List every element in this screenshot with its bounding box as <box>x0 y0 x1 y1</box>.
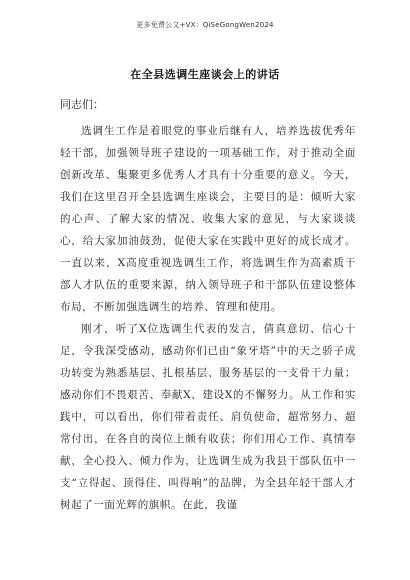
paragraph: 刚才，听了X位选调生代表的发言，倩真意切、信心十足，令我深受感动，感动你们已由“象牙塔”中的天之骄子成功转变为熟悉基层、扎根基层、服务基层的一支骨干力量；感动你们不畏艰苦、奉献X、建设X的不懈努力。从工作和实践中，可以看出，你们带着责任、肩负使命，超常努力、超常付出，在各自的岗位上颇有收获；你们用心工作、真情奉献，全心投入、倾力作为，让选调生成为我县干部队伍中一支“立得起、顶得住、叫得响”的品牌，为全县年轻干部人才树起了一面光辉的旗帜。在此，我谨 <box>60 323 356 511</box>
salutation: 同志们： <box>60 98 104 111</box>
header-note: 更多免费公文+VX：QiSeGongWen2024 <box>136 21 274 29</box>
document-title: 在全县选调生座谈会上的讲话 <box>130 68 280 81</box>
paragraph: 选调生工作是着眼党的事业后继有人，培养选拔优秀年轻干部，加强领导班子建设的一项基础工作，对于推动全面创新改革、集聚更多优秀人才具有十分重要的意义。今天，我们在这里召开全县选调生座谈会，主要目的是：倾听大家的心声、了解大家的情况、收集大家的意见，与大家谈谈心，给大家加油鼓劲，促使大家在实践中更好的成长成才。一直以来，X高度重视选调生工作，将选调生作为高素质干部人才队伍的重要来源，纳入领导班子和干部队伍建设整体布局，不断加强选调生的培养、管理和使用。 <box>60 125 356 313</box>
document-body <box>60 120 356 516</box>
